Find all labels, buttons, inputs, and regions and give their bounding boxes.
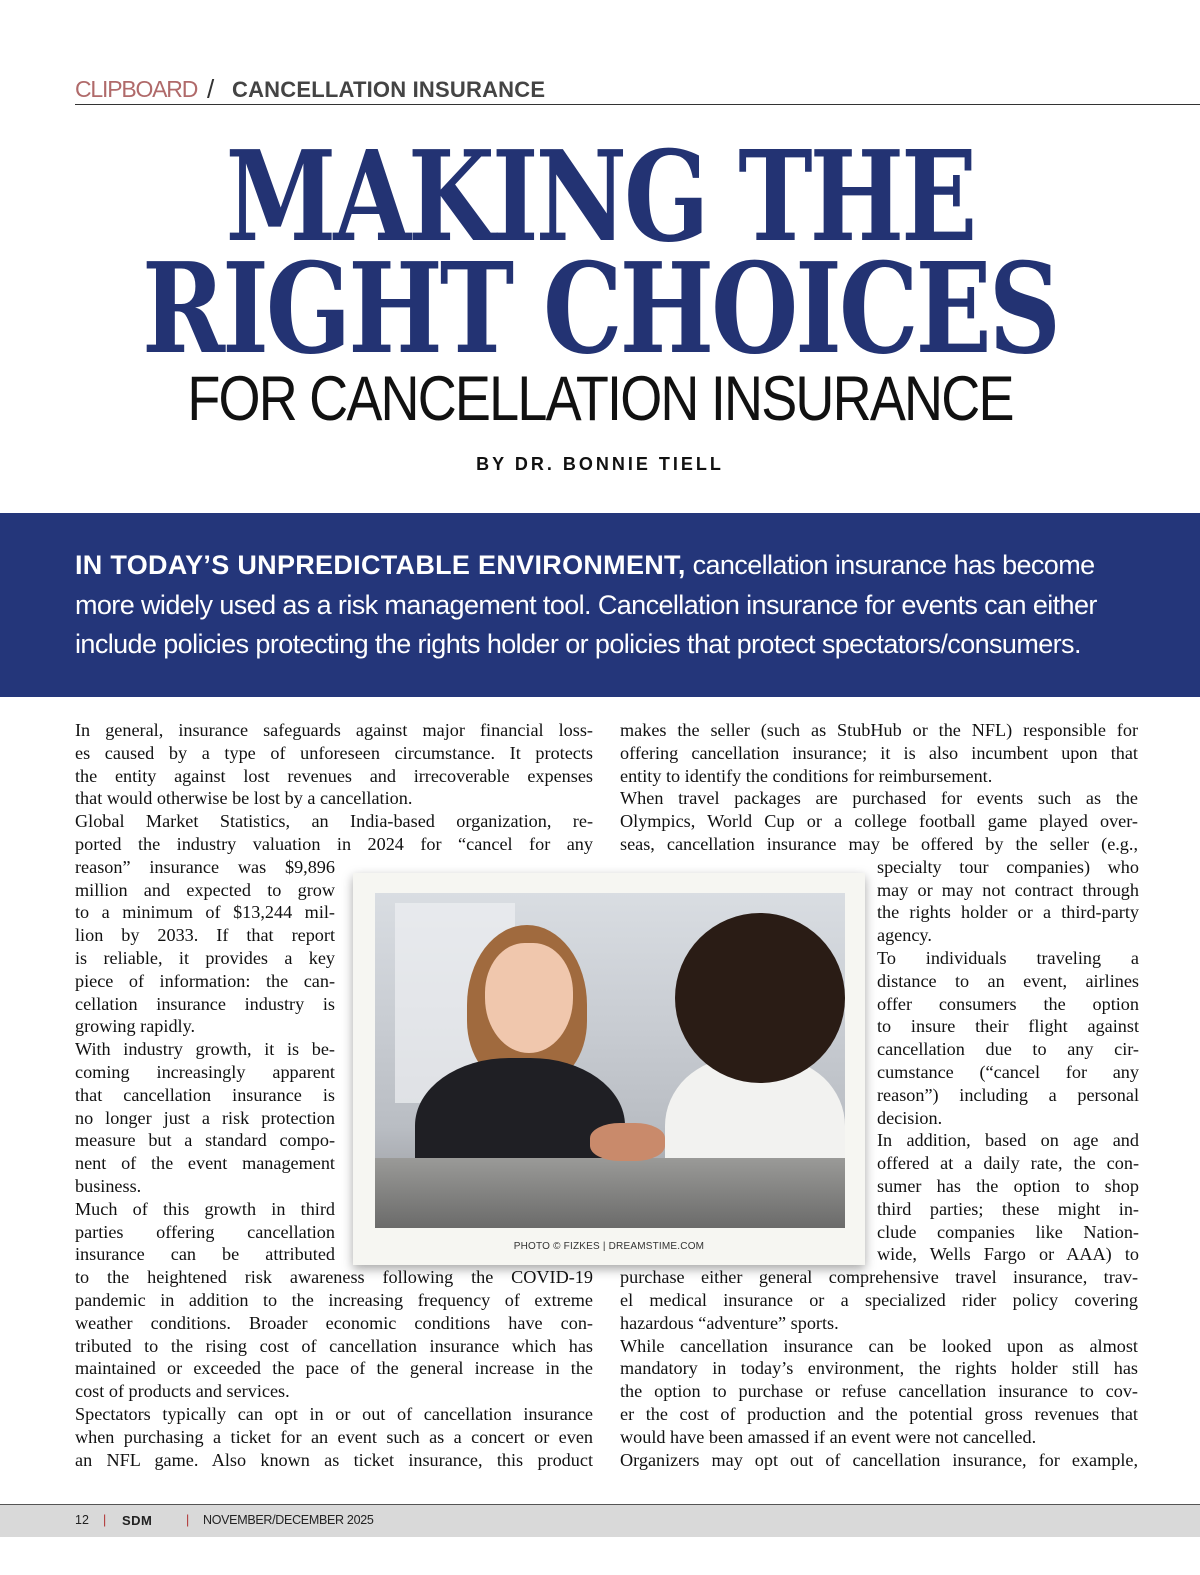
body-line: pandemic in addition to the increasing frequency of extreme — [75, 1290, 593, 1310]
body-line: to insure their flight against — [877, 1016, 1139, 1037]
body-line: may or may not contract through — [877, 879, 1139, 900]
body-line: ported the industry valuation in 2024 for “cancel for any — [75, 834, 593, 854]
title-line-2: RIGHT CHOICES — [142, 234, 1058, 382]
article-title — [0, 122, 1200, 434]
body-line: insurance can be attributed — [75, 1244, 335, 1265]
body-line: entity to identify the conditions for reimbursement. — [620, 765, 993, 786]
body-line: million and expected to grow — [75, 879, 335, 900]
body-line: business. — [75, 1176, 142, 1196]
title-line-1: MAKING THE — [225, 122, 975, 270]
deck-text — [75, 546, 1145, 665]
body-line: that cancellation insurance is — [75, 1084, 335, 1105]
body-line: is reliable, it provides a key — [75, 948, 335, 968]
body-line: to a minimum of $13,244 mil- — [75, 902, 335, 923]
body-line: specialty tour companies) who — [877, 856, 1139, 877]
body-line: clude companies like Nation- — [877, 1221, 1139, 1242]
body-line: el medical insurance or a specialized rider policy covering — [620, 1290, 1138, 1310]
deck-body: cancellation insurance has become more widely used as a risk management tool. Cancellation insurance for events can either include policies protecting the rights holder or policies that protect spectators/consumers. — [75, 550, 1097, 659]
body-line: nent of the event management — [75, 1153, 335, 1174]
photo-frame — [353, 873, 865, 1265]
body-line: that would otherwise be lost by a cancellation. — [75, 788, 413, 809]
deck-banner — [0, 513, 1200, 697]
body-line: offer consumers the option — [877, 993, 1139, 1014]
body-line: In general, insurance safeguards against major financial loss- — [75, 720, 593, 740]
photo-desk — [375, 1158, 845, 1228]
body-line: Olympics, World Cup or a college football game played over- — [620, 811, 1138, 832]
body-line: mandatory in today’s environment, the rights holder still has — [620, 1358, 1138, 1379]
handshake-photo — [375, 893, 845, 1228]
footer-separator: | — [186, 1513, 190, 1527]
category-label: CANCELLATION INSURANCE — [232, 77, 546, 102]
body-line: Organizers may opt out of cancellation insurance, for example, — [620, 1449, 1138, 1470]
body-line: tributed to the rising cost of cancellation insurance which has — [75, 1335, 593, 1356]
body-line: no longer just a risk protection — [75, 1107, 335, 1128]
body-line: third parties; these might in- — [877, 1198, 1139, 1219]
body-line: When travel packages are purchased for events such as the — [620, 788, 1138, 809]
body-line: cancellation due to any cir- — [877, 1039, 1139, 1060]
body-line: the rights holder or a third-party — [877, 902, 1139, 923]
body-line: when purchasing a ticket for an event such as a concert or even — [75, 1426, 593, 1447]
body-line: decision. — [877, 1107, 943, 1128]
body-line: distance to an event, airlines — [877, 970, 1139, 991]
body-line: to the heightened risk awareness following the COVID-19 — [75, 1267, 593, 1288]
section-label: CLIPBOARD — [75, 76, 198, 102]
body-line: reason” insurance was $9,896 — [75, 856, 335, 877]
body-line: hazardous “adventure” sports. — [620, 1312, 839, 1333]
body-line: seas, cancellation insurance may be offered by the seller (e.g., — [620, 834, 1138, 854]
body-line: cost of products and services. — [75, 1381, 290, 1402]
photo-caption: PHOTO © FIZKES | DREAMSTIME.COM — [513, 1241, 705, 1252]
photo-person-right-hair — [675, 913, 845, 1083]
body-line: parties offering cancellation — [75, 1221, 335, 1242]
body-line: maintained or exceeded the pace of the general increase in the — [75, 1358, 593, 1379]
body-line: an NFL game. Also known as ticket insurance, this product — [75, 1449, 593, 1470]
body-line: Much of this growth in third — [75, 1198, 335, 1219]
body-line: piece of information: the can- — [75, 970, 335, 991]
deck-lead: IN TODAY’S UNPREDICTABLE ENVIRONMENT, — [75, 550, 686, 580]
body-line: While cancellation insurance can be looked upon as almost — [620, 1335, 1138, 1356]
body-line: With industry growth, it is be- — [75, 1039, 335, 1060]
page-number: 12 — [75, 1513, 89, 1527]
body-line: would have been amassed if an event were not cancelled. — [620, 1426, 1037, 1447]
body-line: coming increasingly apparent — [75, 1062, 335, 1082]
byline: BY DR. BONNIE TIELL — [476, 454, 724, 474]
body-line: measure but a standard compo- — [75, 1130, 335, 1151]
issue-date: NOVEMBER/DECEMBER 2025 — [203, 1513, 374, 1527]
photo-person-left-face — [485, 943, 573, 1053]
body-line: makes the seller (such as StubHub or the NFL) responsible for — [620, 720, 1138, 740]
body-line: lion by 2033. If that report — [75, 925, 335, 946]
body-line: Spectators typically can opt in or out of cancellation insurance — [75, 1404, 593, 1424]
section-separator: / — [207, 74, 215, 104]
body-line: the option to purchase or refuse cancellation insurance to cov- — [620, 1381, 1138, 1402]
handshake-icon — [590, 1123, 665, 1161]
body-line: sumer has the option to shop — [877, 1176, 1139, 1196]
magazine-name: SDM — [122, 1513, 153, 1528]
title-subtitle: FOR CANCELLATION INSURANCE — [187, 363, 1013, 434]
body-line: purchase either general comprehensive travel insurance, trav- — [620, 1267, 1138, 1288]
body-line: es caused by a type of unforeseen circumstance. It protects — [75, 742, 593, 763]
body-line: er the cost of production and the potential gross revenues that — [620, 1404, 1138, 1424]
body-line: weather conditions. Broader economic conditions have con- — [75, 1312, 593, 1333]
body-line: To individuals traveling a — [877, 948, 1139, 968]
body-line: Global Market Statistics, an India-based organization, re- — [75, 811, 593, 832]
body-line: In addition, based on age and — [877, 1130, 1139, 1151]
body-line: agency. — [877, 925, 932, 946]
body-line: offered at a daily rate, the con- — [877, 1153, 1139, 1174]
section-header — [75, 74, 1200, 105]
footer-separator: | — [103, 1513, 107, 1527]
body-line: growing rapidly. — [75, 1016, 196, 1037]
body-line: cumstance (“cancel for any — [877, 1062, 1139, 1082]
body-line: offering cancellation insurance; it is also incumbent upon that — [620, 742, 1138, 763]
body-line: the entity against lost revenues and irrecoverable expenses — [75, 765, 593, 786]
page-footer — [0, 1504, 1200, 1537]
body-line: wide, Wells Fargo or AAA) to — [877, 1244, 1139, 1265]
body-line: reason”) including a personal — [877, 1084, 1139, 1105]
body-line: cellation insurance industry is — [75, 993, 335, 1014]
